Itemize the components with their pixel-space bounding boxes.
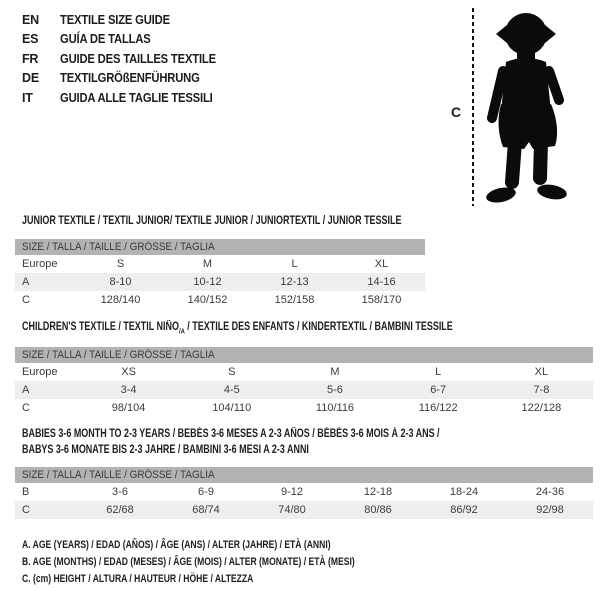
size-cell: 8-10 — [109, 276, 132, 288]
size-cell: 92/98 — [536, 504, 564, 516]
size-cell: 4-5 — [223, 384, 240, 396]
size-cell: 116/122 — [418, 402, 458, 414]
table-row — [15, 273, 425, 291]
size-cell: 68/74 — [192, 504, 220, 516]
size-cell: S — [228, 366, 236, 378]
size-cell: XL — [374, 258, 389, 270]
size-cell: S — [116, 258, 125, 270]
lang-code: ES — [22, 32, 39, 47]
row-label: A — [22, 276, 30, 288]
size-cell: 110/116 — [315, 402, 355, 414]
size-cell: 152/158 — [274, 294, 315, 306]
note-age-years: A. AGE (YEARS) / EDAD (AÑOS) / ÂGE (ANS) / ALTER (JAHRE) / ETÀ (ANNI) — [22, 539, 331, 551]
lang-code: DE — [22, 71, 39, 86]
size-cell: 80/86 — [364, 504, 392, 516]
size-cell: 12-13 — [280, 276, 309, 288]
lang-code: FR — [22, 51, 39, 66]
size-cell: 14-16 — [367, 276, 396, 288]
size-cell: 140/152 — [187, 294, 228, 306]
size-cell: L — [291, 258, 298, 270]
row-label: A — [22, 384, 30, 396]
table-row — [15, 291, 425, 309]
legend-notes — [22, 537, 449, 588]
height-measure-dashed-line — [472, 8, 474, 206]
lang-row-es — [22, 30, 233, 50]
lang-row-fr — [22, 49, 233, 69]
lang-code: EN — [22, 12, 39, 27]
size-cell: 74/80 — [278, 504, 306, 516]
size-cell: 3-4 — [120, 384, 137, 396]
size-cell: M — [202, 258, 213, 270]
note-height-cm: C. (cm) HEIGHT / ALTURA / HAUTEUR / HÖHE / ALTEZZA — [22, 573, 254, 585]
size-cell: 6-7 — [430, 384, 447, 396]
size-cell: 9-12 — [280, 486, 304, 498]
size-cell: 12-18 — [363, 486, 393, 498]
table-row — [15, 363, 593, 381]
note-age-months: B. AGE (MONTHS) / EDAD (MESES) / ÂGE (MOIS) / ALTER (MONATE) / ETÀ (MESI) — [22, 556, 355, 568]
row-label: C — [22, 402, 30, 414]
lang-row-it — [22, 88, 233, 108]
lang-row-de — [22, 69, 233, 89]
size-cell: 5-6 — [327, 384, 343, 396]
baby-silhouette-icon — [484, 2, 574, 212]
babies-section-title: BABIES 3-6 MONTH TO 2-3 YEARS / BEBÉS 3-6 MESES A 2-3 AÑOS / BÉBÉS 3-6 MOIS À 2-3 ANS / BABYS 3-6 MONATE BIS 2-3 JAHRE / BAMBINI 3-6 MESI A 2-3 ANNI — [22, 428, 440, 456]
size-cell: 62/68 — [106, 504, 134, 516]
lang-label: GUIDE DES TAILLES TEXTILE — [60, 51, 216, 66]
lang-label: GUIDA ALLE TAGLIE TESSILI — [60, 90, 213, 105]
size-header-bar: SIZE / TALLA / TAILLE / GRÖSSE / TAGLIA — [15, 347, 593, 363]
size-cell: 104/110 — [212, 402, 252, 414]
lang-label: TEXTILGRÖßENFÜHRUNG — [60, 71, 200, 86]
row-label: B — [22, 486, 30, 498]
size-cell: XS — [121, 366, 136, 378]
children-section-title: CHILDREN'S TEXTILE / TEXTIL $NIÑO_{/A}$ / TEXTILE DES ENFANTS / KINDERTEXTIL / BAMBINI TESSILE — [22, 321, 453, 336]
lang-code: IT — [22, 90, 33, 105]
table-row — [15, 399, 593, 417]
size-cell: XL — [534, 366, 549, 378]
children-size-table — [15, 347, 593, 417]
size-cell: 7-8 — [533, 384, 550, 396]
size-header-bar: SIZE / TALLA / TAILLE / GRÖSSE / TAGLIA — [15, 467, 593, 483]
table-row — [15, 501, 593, 519]
size-cell: L — [435, 366, 442, 378]
junior-size-table — [15, 239, 425, 309]
size-cell: 86/92 — [450, 504, 478, 516]
size-cell: 3-6 — [112, 486, 128, 498]
language-guide — [22, 10, 233, 108]
table-row — [15, 483, 593, 501]
size-cell: 18-24 — [449, 486, 479, 498]
table-row — [15, 255, 425, 273]
lang-row-en — [22, 10, 233, 30]
row-label: C — [22, 504, 30, 516]
size-cell: 24-36 — [535, 486, 565, 498]
table-row — [15, 381, 593, 399]
size-cell: M — [330, 366, 340, 378]
size-header-bar: SIZE / TALLA / TAILLE / GRÖSSE / TAGLIA — [15, 239, 425, 255]
size-cell: 98/104 — [111, 402, 146, 414]
size-cell: 10-12 — [193, 276, 222, 288]
junior-section-title: JUNIOR TEXTILE / TEXTIL JUNIOR/ TEXTILE JUNIOR / JUNIORTEXTIL / JUNIOR TESSILE — [22, 215, 402, 227]
size-cell: 128/140 — [100, 294, 141, 306]
row-label: Europe — [22, 258, 58, 270]
height-measure-label: C — [451, 104, 462, 120]
babies-size-table — [15, 467, 593, 519]
size-cell: 122/128 — [521, 402, 562, 414]
size-cell: 158/170 — [361, 294, 402, 306]
row-label: Europe — [22, 366, 58, 378]
lang-label: GUÍA DE TALLAS — [60, 32, 151, 47]
lang-label: TEXTILE SIZE GUIDE — [60, 12, 170, 27]
size-cell: 6-9 — [198, 486, 214, 498]
row-label: C — [22, 294, 30, 306]
